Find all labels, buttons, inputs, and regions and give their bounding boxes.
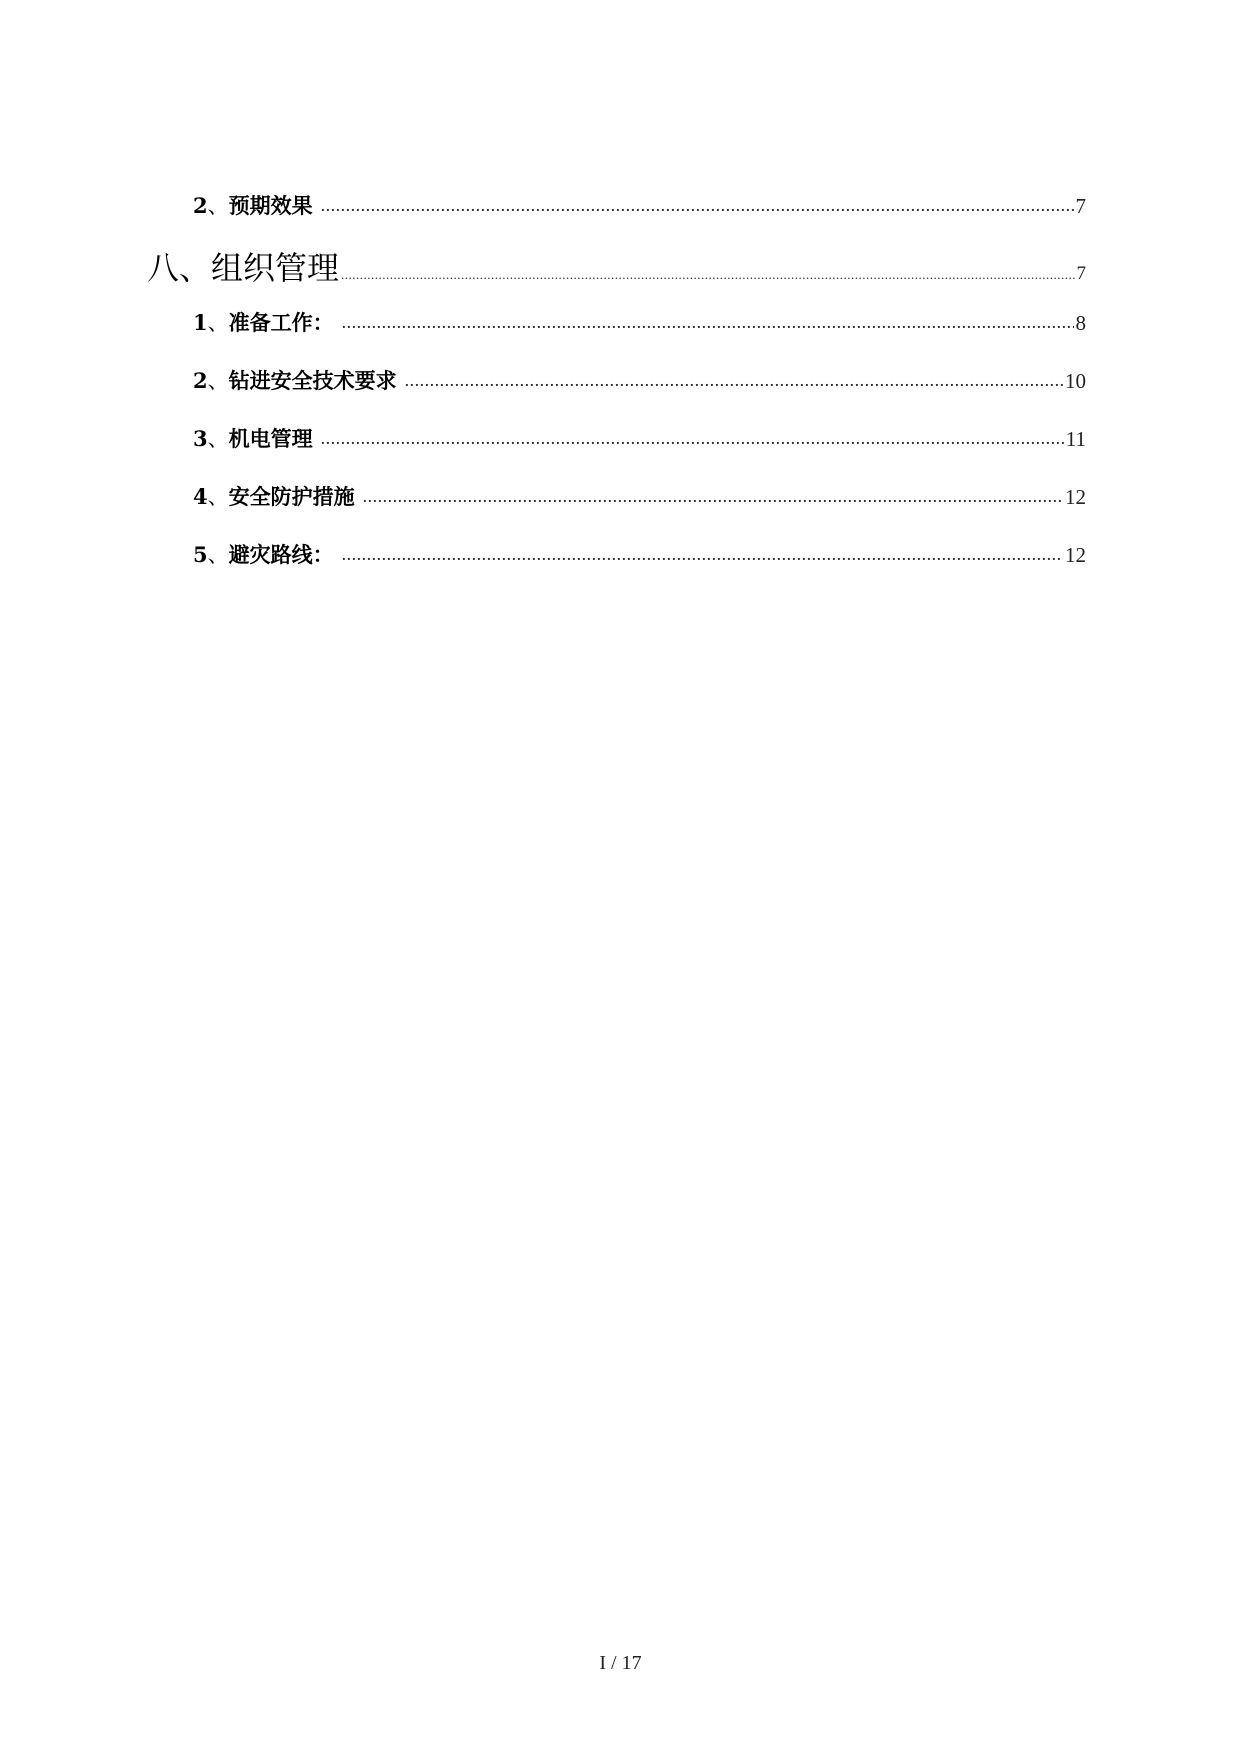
toc-entry-separator: 、 <box>207 194 229 218</box>
toc-dot-leader <box>321 196 1074 220</box>
toc-dot-leader <box>321 429 1064 453</box>
toc-entry-separator: 、 <box>207 311 229 335</box>
toc-entry-title: 预期效果 <box>228 193 313 218</box>
toc-entry-4-safety-protection-measures[interactable] <box>193 481 1086 511</box>
toc-entry-separator: 、 <box>207 543 229 567</box>
toc-entry-title: 钻进安全技术要求 <box>228 368 397 393</box>
toc-entry-title: 机电管理 <box>228 426 313 451</box>
toc-dot-leader <box>363 487 1063 511</box>
toc-entry-page-number: 10 <box>1065 369 1086 393</box>
toc-entry-number: 2 <box>193 368 208 393</box>
toc-entry-2-drilling-safety-requirements[interactable] <box>193 365 1086 395</box>
toc-entry-page-number: 11 <box>1065 427 1086 451</box>
toc-dot-leader <box>405 371 1063 395</box>
toc-dot-leader <box>342 545 1063 569</box>
toc-entry-title: 准备工作： <box>228 310 334 335</box>
toc-entry-2-expected-effect[interactable] <box>193 190 1086 220</box>
toc-entry-page-number: 7 <box>1076 263 1086 284</box>
toc-entry-label <box>193 423 313 453</box>
page-footer <box>0 1652 1241 1675</box>
toc-entry-3-electromechanical-management[interactable] <box>193 423 1086 453</box>
toc-entry-number: 八 <box>147 249 180 287</box>
toc-entry-title: 组织管理 <box>211 249 340 287</box>
toc-entry-label <box>193 481 355 511</box>
toc-entry-chapter-8-organization-management[interactable] <box>147 243 1086 289</box>
toc-entry-separator: 、 <box>207 485 229 509</box>
toc-entry-page-number: 7 <box>1075 194 1086 218</box>
toc-entry-title: 安全防护措施 <box>228 484 355 509</box>
toc-entry-label <box>193 365 397 395</box>
toc-entry-5-disaster-evacuation-route[interactable] <box>193 539 1086 569</box>
toc-entry-number: 5 <box>193 542 208 567</box>
toc-dot-leader <box>341 268 1074 289</box>
toc-entry-separator: 、 <box>179 249 212 287</box>
toc-entry-number: 2 <box>193 193 208 218</box>
toc-entry-page-number: 12 <box>1065 543 1086 567</box>
toc-entry-number: 3 <box>193 426 208 451</box>
toc-entry-number: 4 <box>193 484 208 509</box>
toc-entry-label <box>147 243 339 289</box>
toc-entry-title: 避灾路线： <box>228 542 334 567</box>
toc-dot-leader <box>342 313 1074 337</box>
toc-entry-label <box>193 307 334 337</box>
toc-entry-label <box>193 190 313 220</box>
toc-entry-number: 1 <box>193 310 208 335</box>
toc-entry-separator: 、 <box>207 427 229 451</box>
toc-entry-page-number: 8 <box>1075 311 1086 335</box>
toc-entry-page-number: 12 <box>1065 485 1086 509</box>
toc-entry-separator: 、 <box>207 369 229 393</box>
toc-entry-label <box>193 539 334 569</box>
toc-entry-1-preparation-work[interactable] <box>193 307 1086 337</box>
page-indicator: I / 17 <box>599 1652 642 1674</box>
